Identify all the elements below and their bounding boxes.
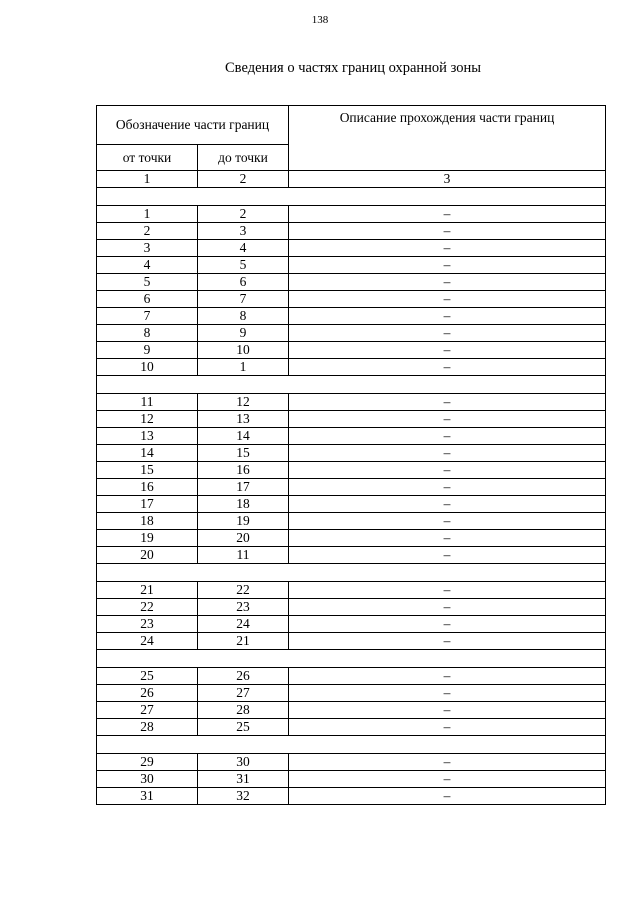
from-point-cell: 21 <box>97 582 198 599</box>
from-point-cell: 3 <box>97 240 198 257</box>
description-cell: – <box>289 771 606 788</box>
table-row <box>97 702 606 719</box>
description-cell: – <box>289 496 606 513</box>
header-boundary-description: Описание прохождения части границ <box>289 106 606 171</box>
to-point-cell: 14 <box>198 428 289 445</box>
table-row <box>97 771 606 788</box>
table-row <box>97 530 606 547</box>
description-cell: – <box>289 668 606 685</box>
description-cell: – <box>289 359 606 376</box>
from-point-cell: 7 <box>97 308 198 325</box>
section-separator-row <box>97 376 606 394</box>
section-separator-row <box>97 188 606 206</box>
to-point-cell: 26 <box>198 668 289 685</box>
description-cell: – <box>289 411 606 428</box>
from-point-cell: 15 <box>97 462 198 479</box>
to-point-cell: 9 <box>198 325 289 342</box>
to-point-cell: 22 <box>198 582 289 599</box>
description-cell: – <box>289 547 606 564</box>
table-row <box>97 754 606 771</box>
to-point-cell: 21 <box>198 633 289 650</box>
table-row <box>97 685 606 702</box>
from-point-cell: 18 <box>97 513 198 530</box>
table-row <box>97 223 606 240</box>
from-point-cell: 28 <box>97 719 198 736</box>
description-cell: – <box>289 513 606 530</box>
from-point-cell: 13 <box>97 428 198 445</box>
table-row <box>97 547 606 564</box>
description-cell: – <box>289 599 606 616</box>
description-cell: – <box>289 462 606 479</box>
to-point-cell: 8 <box>198 308 289 325</box>
description-cell: – <box>289 342 606 359</box>
description-cell: – <box>289 394 606 411</box>
to-point-cell: 16 <box>198 462 289 479</box>
from-point-cell: 19 <box>97 530 198 547</box>
to-point-cell: 4 <box>198 240 289 257</box>
from-point-cell: 30 <box>97 771 198 788</box>
description-cell: – <box>289 257 606 274</box>
table-row <box>97 342 606 359</box>
header-to-point: до точки <box>198 145 289 171</box>
description-cell: – <box>289 582 606 599</box>
from-point-cell: 17 <box>97 496 198 513</box>
table-row <box>97 291 606 308</box>
table-row <box>97 428 606 445</box>
to-point-cell: 18 <box>198 496 289 513</box>
table-row <box>97 257 606 274</box>
table-row <box>97 394 606 411</box>
column-numbering-row <box>97 171 606 188</box>
to-point-cell: 31 <box>198 771 289 788</box>
description-cell: – <box>289 308 606 325</box>
description-cell: – <box>289 428 606 445</box>
description-cell: – <box>289 274 606 291</box>
from-point-cell: 4 <box>97 257 198 274</box>
to-point-cell: 5 <box>198 257 289 274</box>
table-row <box>97 359 606 376</box>
section-separator-cell <box>97 376 606 394</box>
section-separator-cell <box>97 650 606 668</box>
section-separator-cell <box>97 564 606 582</box>
table-row <box>97 616 606 633</box>
table-row <box>97 411 606 428</box>
from-point-cell: 6 <box>97 291 198 308</box>
to-point-cell: 3 <box>198 223 289 240</box>
to-point-cell: 20 <box>198 530 289 547</box>
to-point-cell: 1 <box>198 359 289 376</box>
table-row <box>97 206 606 223</box>
table-row <box>97 479 606 496</box>
description-cell: – <box>289 754 606 771</box>
from-point-cell: 31 <box>97 788 198 805</box>
page-number: 138 <box>311 14 329 26</box>
description-cell: – <box>289 223 606 240</box>
from-point-cell: 8 <box>97 325 198 342</box>
table-row <box>97 325 606 342</box>
description-cell: – <box>289 788 606 805</box>
table-row <box>97 633 606 650</box>
from-point-cell: 11 <box>97 394 198 411</box>
table-row <box>97 582 606 599</box>
from-point-cell: 12 <box>97 411 198 428</box>
table-row <box>97 668 606 685</box>
table-row <box>97 788 606 805</box>
from-point-cell: 23 <box>97 616 198 633</box>
header-boundary-designation: Обозначение части границ <box>97 106 289 145</box>
to-point-cell: 17 <box>198 479 289 496</box>
description-cell: – <box>289 325 606 342</box>
table-row <box>97 599 606 616</box>
to-point-cell: 7 <box>198 291 289 308</box>
description-cell: – <box>289 206 606 223</box>
from-point-cell: 14 <box>97 445 198 462</box>
to-point-cell: 19 <box>198 513 289 530</box>
table-row <box>97 462 606 479</box>
from-point-cell: 27 <box>97 702 198 719</box>
from-point-cell: 10 <box>97 359 198 376</box>
table-row <box>97 308 606 325</box>
to-point-cell: 15 <box>198 445 289 462</box>
from-point-cell: 29 <box>97 754 198 771</box>
description-cell: – <box>289 240 606 257</box>
to-point-cell: 32 <box>198 788 289 805</box>
table-row <box>97 445 606 462</box>
to-point-cell: 27 <box>198 685 289 702</box>
to-point-cell: 11 <box>198 547 289 564</box>
description-cell: – <box>289 291 606 308</box>
to-point-cell: 30 <box>198 754 289 771</box>
from-point-cell: 26 <box>97 685 198 702</box>
from-point-cell: 24 <box>97 633 198 650</box>
to-point-cell: 12 <box>198 394 289 411</box>
description-cell: – <box>289 479 606 496</box>
from-point-cell: 5 <box>97 274 198 291</box>
to-point-cell: 24 <box>198 616 289 633</box>
section-separator-cell <box>97 188 606 206</box>
description-cell: – <box>289 719 606 736</box>
description-cell: – <box>289 616 606 633</box>
to-point-cell: 28 <box>198 702 289 719</box>
to-point-cell: 25 <box>198 719 289 736</box>
description-cell: – <box>289 530 606 547</box>
boundary-parts-table <box>96 105 606 805</box>
column-number: 1 <box>97 171 198 188</box>
section-separator-row <box>97 564 606 582</box>
column-number: 2 <box>198 171 289 188</box>
table-header-row <box>97 106 606 145</box>
description-cell: – <box>289 445 606 462</box>
header-from-point: от точки <box>97 145 198 171</box>
table-row <box>97 719 606 736</box>
document-title: Сведения о частях границ охранной зоны <box>225 60 481 76</box>
to-point-cell: 10 <box>198 342 289 359</box>
table-row <box>97 274 606 291</box>
from-point-cell: 2 <box>97 223 198 240</box>
from-point-cell: 25 <box>97 668 198 685</box>
from-point-cell: 16 <box>97 479 198 496</box>
to-point-cell: 6 <box>198 274 289 291</box>
table-row <box>97 513 606 530</box>
table-row <box>97 240 606 257</box>
to-point-cell: 13 <box>198 411 289 428</box>
description-cell: – <box>289 685 606 702</box>
description-cell: – <box>289 633 606 650</box>
from-point-cell: 20 <box>97 547 198 564</box>
to-point-cell: 2 <box>198 206 289 223</box>
from-point-cell: 22 <box>97 599 198 616</box>
section-separator-cell <box>97 736 606 754</box>
section-separator-row <box>97 650 606 668</box>
description-cell: – <box>289 702 606 719</box>
to-point-cell: 23 <box>198 599 289 616</box>
section-separator-row <box>97 736 606 754</box>
from-point-cell: 1 <box>97 206 198 223</box>
from-point-cell: 9 <box>97 342 198 359</box>
table-row <box>97 496 606 513</box>
column-number: 3 <box>289 171 606 188</box>
